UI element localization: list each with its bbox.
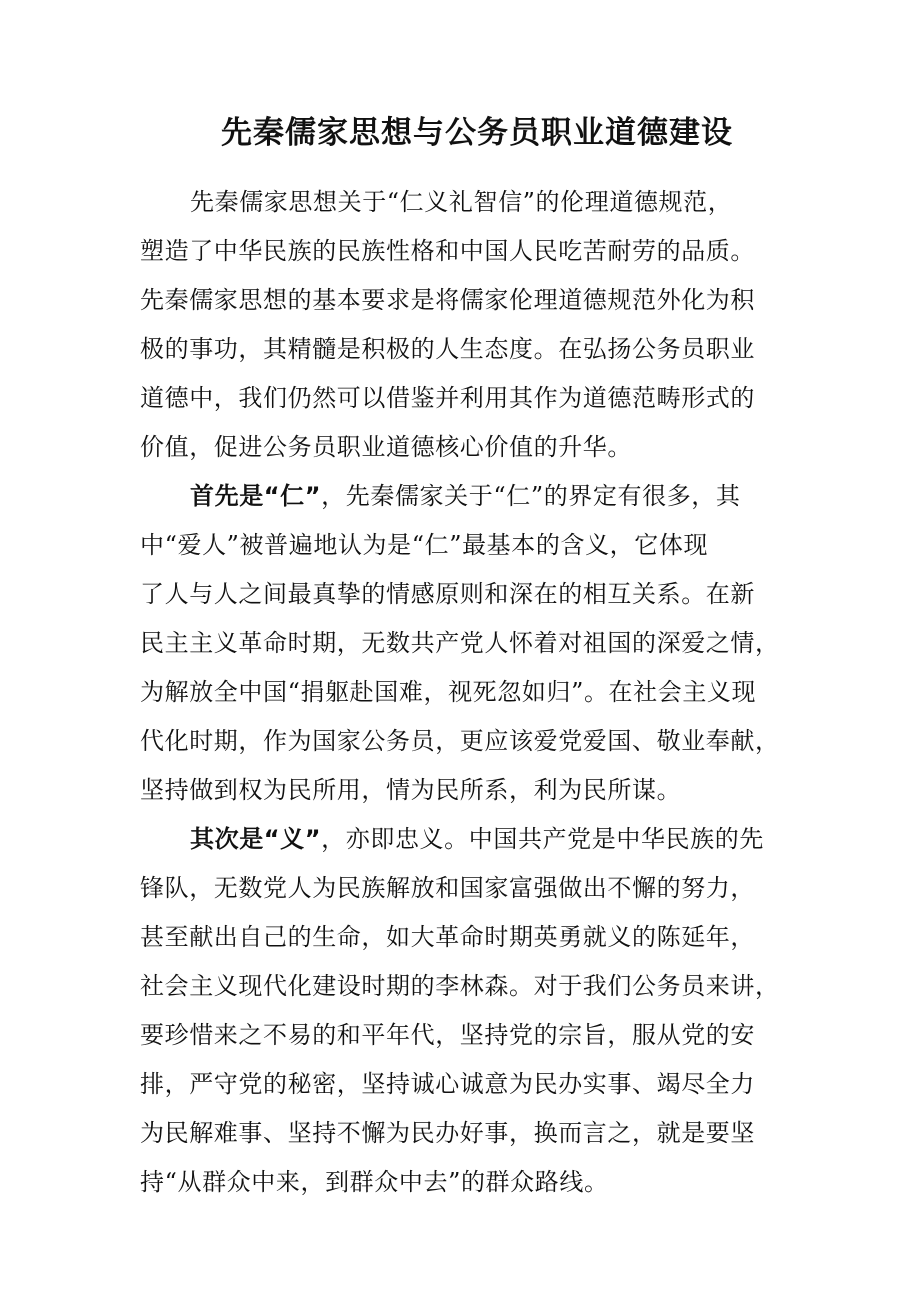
- paragraph-text: 坚持做到权为民所用，情为民所系，利为民所谋。: [140, 776, 682, 804]
- paragraph-text: 塑造了中华民族的民族性格和中国人民吃苦耐劳的品质。: [140, 237, 755, 265]
- paragraph-text: 社会主义现代化建设时期的李林森。对于我们公务员来讲，: [140, 972, 780, 1000]
- paragraph-line: [140, 864, 780, 913]
- paragraph-text: 价值，促进公务员职业道德核心价值的升华。: [140, 433, 632, 461]
- paragraph-line: [140, 913, 780, 962]
- paragraph-text: 锋队，无数党人为民族解放和国家富强做出不懈的努力，: [140, 874, 755, 902]
- paragraph-text: ，先秦儒家关于“仁”的界定有很多，其: [321, 482, 741, 510]
- paragraph-text: 排，严守党的秘密，坚持诚心诚意为民办实事、竭尽全力: [140, 1070, 755, 1098]
- paragraph-line: [140, 619, 780, 668]
- paragraph-text: 甚至献出自己的生命，如大革命时期英勇就义的陈延年，: [140, 923, 755, 951]
- paragraph-line: [140, 374, 780, 423]
- paragraph-text: 中“爱人”被普遍地认为是“仁”最基本的含义，它体现: [140, 531, 709, 559]
- paragraph-line: [140, 717, 780, 766]
- paragraph-line: [140, 276, 780, 325]
- paragraph-text: 了人与人之间最真挚的情感原则和深在的相互关系。在新: [140, 580, 755, 608]
- paragraph-line: [140, 227, 780, 276]
- paragraph-text: 道德中，我们仍然可以借鉴并利用其作为道德范畴形式的: [140, 384, 755, 412]
- paragraph-line: [140, 521, 780, 570]
- paragraph-line: [140, 1060, 780, 1109]
- paragraph-line: [140, 668, 780, 717]
- paragraph-line: [140, 766, 780, 815]
- paragraph-text: 代化时期，作为国家公务员，更应该爱党爱国、敬业奉献，: [140, 727, 780, 755]
- paragraph-text: 先秦儒家思想关于“仁义礼智信”的伦理道德规范，: [190, 188, 733, 216]
- paragraph-lead-phrase: 首先是“仁”: [190, 482, 322, 510]
- paragraph-first-line: [140, 472, 780, 521]
- document-body: [140, 178, 780, 1207]
- paragraph-text: 要珍惜来之不易的和平年代，坚持党的宗旨，服从党的安: [140, 1021, 755, 1049]
- paragraph-text: 持“从群众中来，到群众中去”的群众路线。: [140, 1168, 609, 1196]
- paragraph-text: 为民解难事、坚持不懈为民办好事，换而言之，就是要坚: [140, 1119, 755, 1147]
- paragraph-line: [140, 1109, 780, 1158]
- paragraph-line: [140, 1011, 780, 1060]
- paragraph-line: [140, 962, 780, 1011]
- paragraph-line: [140, 423, 780, 472]
- paragraph-text: 为解放全中国“捐躯赴国难，视死忽如归”。在社会主义现: [140, 678, 757, 706]
- paragraph-text: ，亦即忠义。中国共产党是中华民族的先: [321, 825, 764, 853]
- paragraph-text: 先秦儒家思想的基本要求是将儒家伦理道德规范外化为积: [140, 286, 755, 314]
- paragraph-line: [140, 325, 780, 374]
- document-title: 先秦儒家思想与公务员职业道德建设: [221, 115, 733, 151]
- paragraph-text: 极的事功，其精髓是积极的人生态度。在弘扬公务员职业: [140, 335, 755, 363]
- paragraph-first-line: [140, 815, 780, 864]
- paragraph-first-line: [140, 178, 780, 227]
- paragraph-text: 民主主义革命时期，无数共产党人怀着对祖国的深爱之情，: [140, 629, 780, 657]
- paragraph-lead-phrase: 其次是“义”: [190, 825, 322, 853]
- paragraph-line: [140, 1158, 780, 1207]
- paragraph-line: [140, 570, 780, 619]
